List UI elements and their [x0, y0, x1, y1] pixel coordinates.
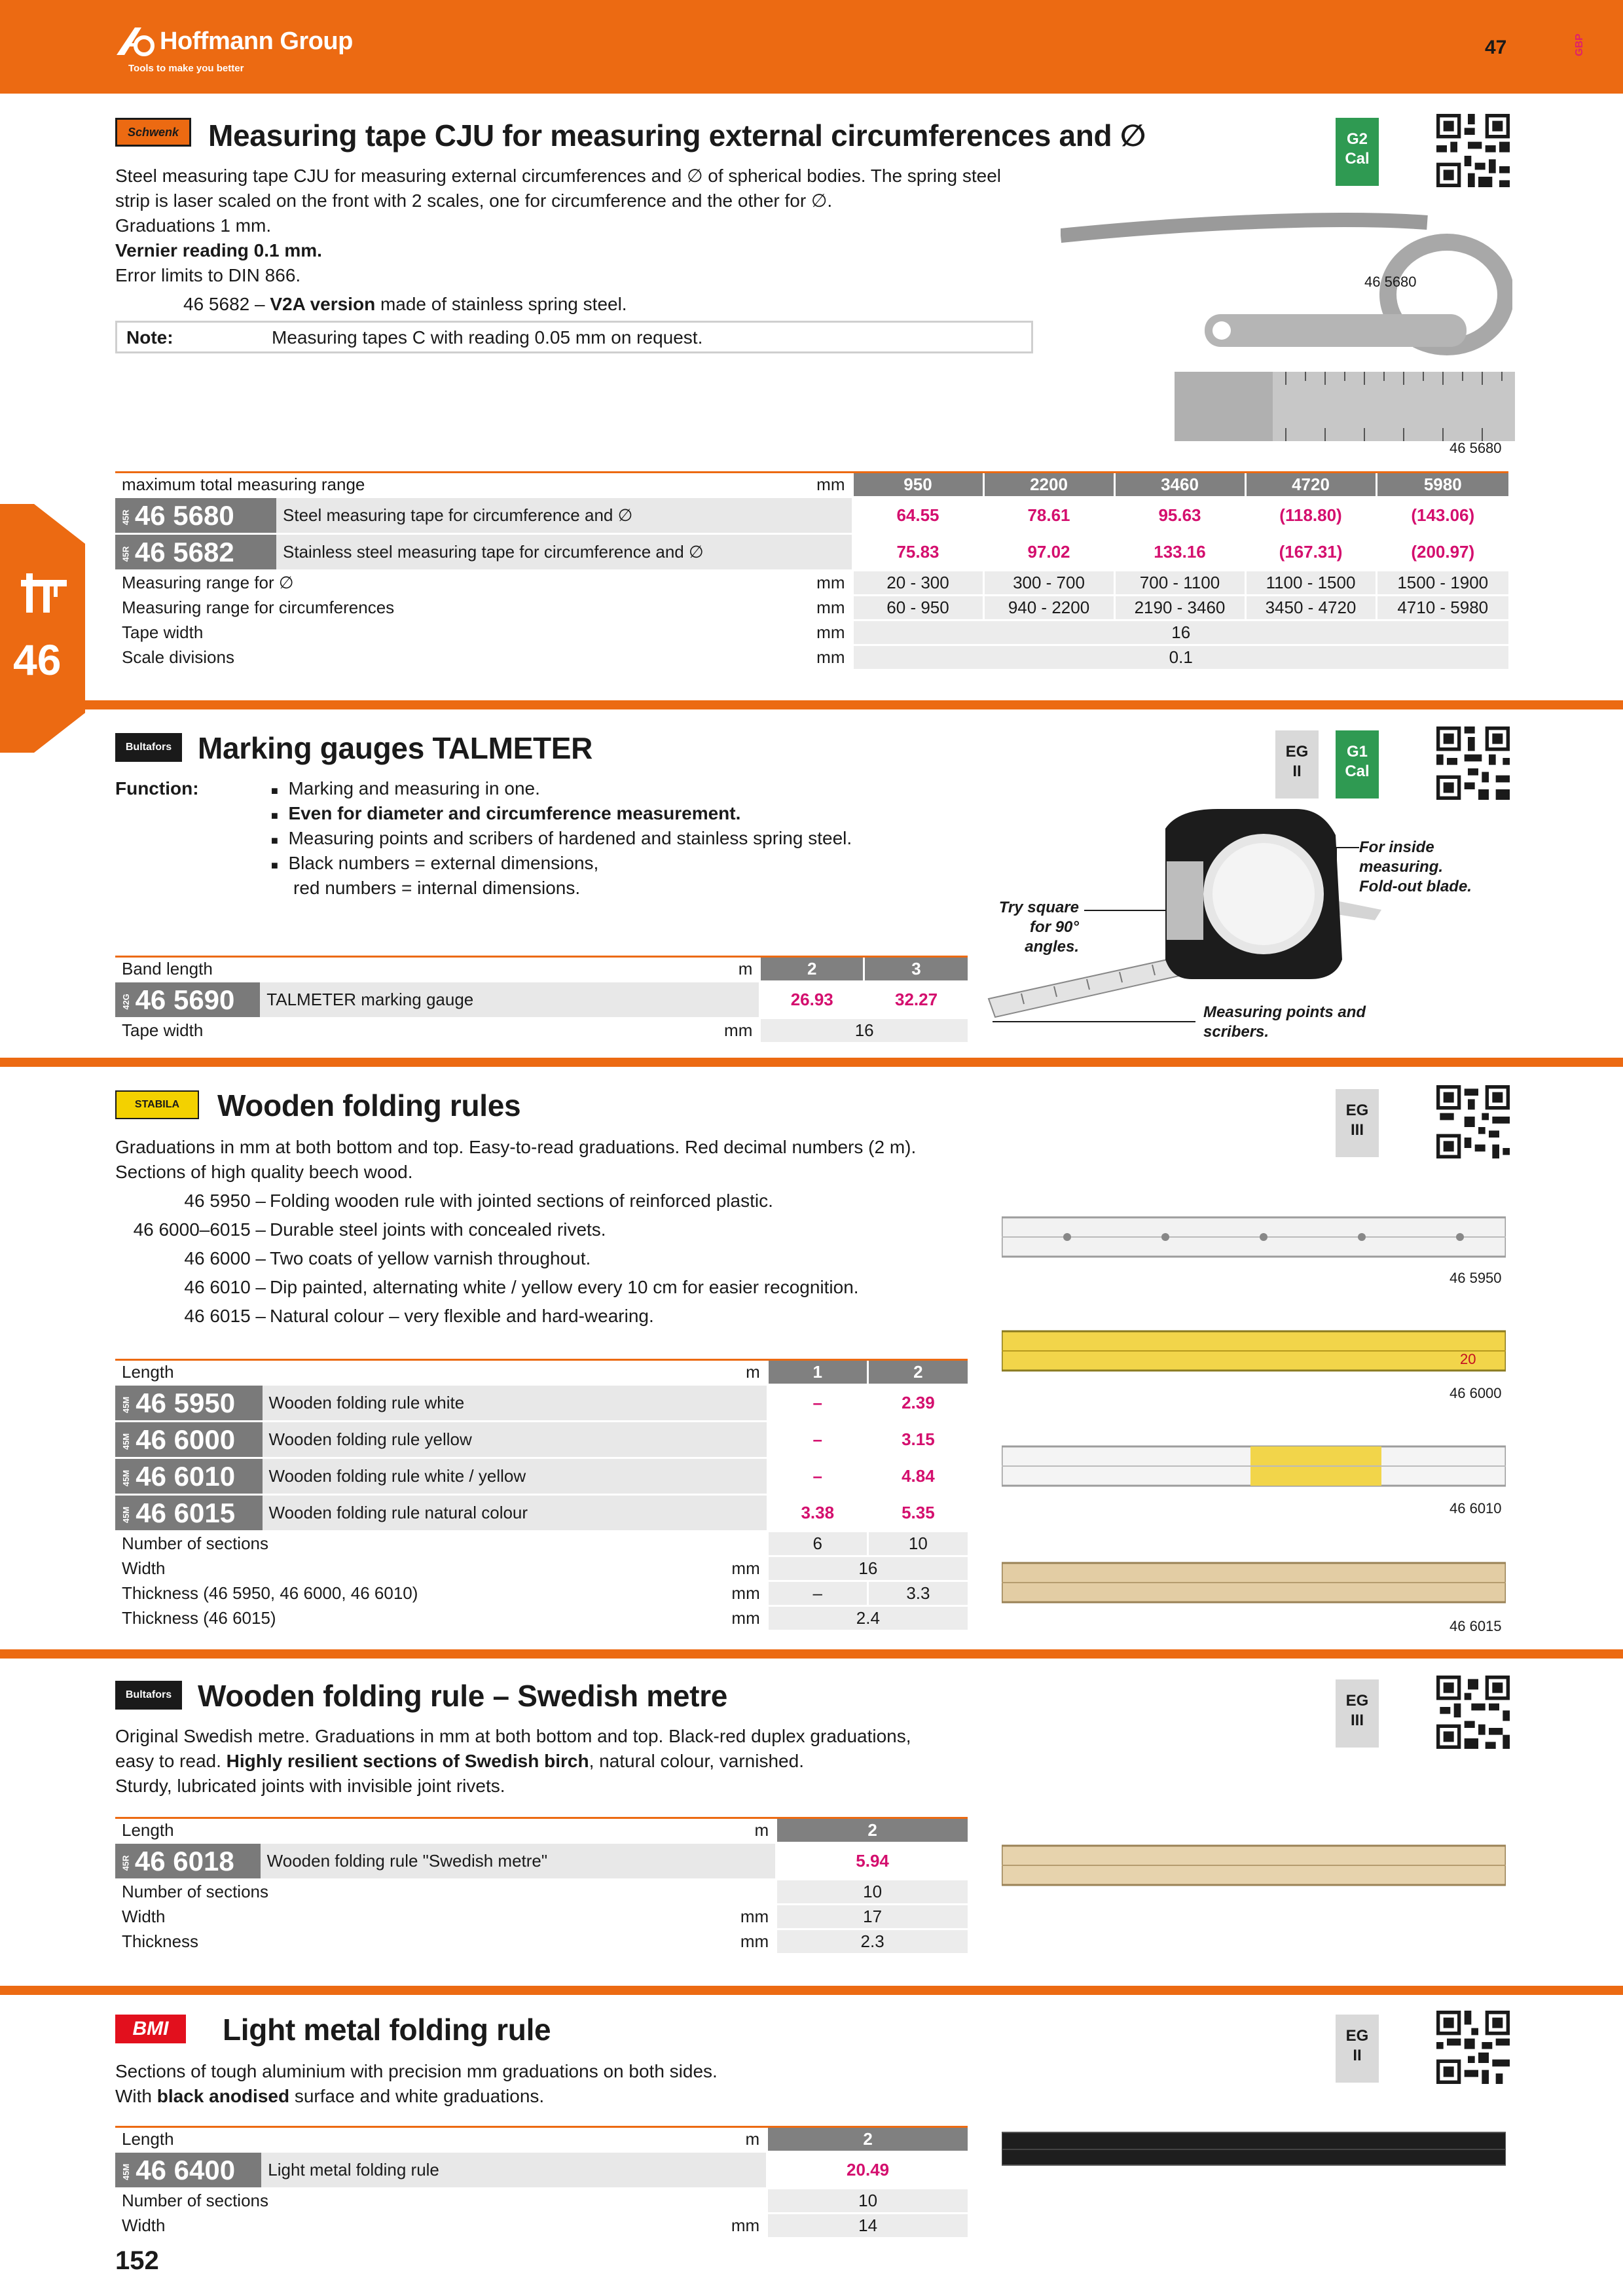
bullet-3: ■ Measuring points and scribers of hardened and stainless spring steel. — [271, 828, 852, 848]
t2-head-value: 2 — [760, 957, 864, 982]
price: 78.61 — [983, 497, 1114, 534]
img-caption: 46 6015 — [1450, 1618, 1502, 1634]
s3-item-art: 46 6000–6015 – — [133, 1219, 266, 1240]
row-value: 14 — [767, 2214, 968, 2238]
badge-eg: EG — [1345, 1692, 1369, 1710]
row-value: 10 — [867, 1532, 968, 1556]
brand-name: Hoffmann Group — [160, 27, 353, 55]
table-measuring-tape — [115, 471, 1508, 671]
swedish-metre-rule-image — [1002, 1838, 1506, 1893]
row-value: 300 - 700 — [983, 571, 1114, 596]
folding-rule-white-yellow-image — [1002, 1440, 1506, 1492]
t4-head-unit: m — [628, 1818, 776, 1843]
badge-cal: Cal — [1345, 762, 1370, 780]
table-row — [115, 1018, 968, 1043]
qr-code-icon — [1436, 2011, 1510, 2084]
section-title-swedish-metre: Wooden folding rule – Swedish metre — [198, 1679, 728, 1713]
s3-item-art: 46 6015 – — [184, 1306, 266, 1326]
t4-head-value: 2 — [776, 1818, 968, 1843]
badge-g1: G1 — [1346, 743, 1368, 761]
note-box — [115, 321, 1033, 353]
table-row — [115, 1581, 968, 1606]
badge-eg-ii — [1336, 2015, 1379, 2083]
s1-vernier: Vernier reading 0.1 mm. — [115, 240, 322, 260]
article-description: Light metal folding rule — [261, 2152, 767, 2189]
brand-logo-schwenk: Schwenk — [115, 118, 191, 147]
row-label: Thickness (46 6015) — [115, 1606, 629, 1631]
table-row — [115, 497, 1508, 534]
callout-inside-measuring — [1359, 838, 1472, 897]
t3-head-label: Length — [115, 1360, 629, 1385]
row-unit: mm — [629, 1606, 767, 1631]
s3-item-text: Dip painted, alternating white / yellow every 10 cm for easier recognition. — [270, 1277, 859, 1297]
price: (200.97) — [1376, 534, 1508, 571]
note-text: Measuring tapes C with reading 0.05 mm on request. — [272, 327, 703, 348]
leader-line — [993, 1021, 1195, 1022]
row-unit: mm — [691, 571, 852, 596]
section-separator — [0, 700, 1623, 709]
leader-line — [1084, 910, 1165, 911]
badge-eg-iii — [1336, 1089, 1379, 1157]
price: (143.06) — [1376, 497, 1508, 534]
region-label: GBP — [1574, 33, 1585, 56]
row-label: Width — [115, 2214, 621, 2238]
row-label: Thickness (46 5950, 46 6000, 46 6010) — [115, 1581, 629, 1606]
price: 64.55 — [852, 497, 983, 534]
folding-rule-yellow-image — [1002, 1325, 1506, 1377]
s3-desc-line-2: Sections of high quality beech wood. — [115, 1162, 413, 1182]
section-title-marking-gauges: Marking gauges TALMETER — [198, 731, 593, 765]
row-value: 3450 - 4720 — [1245, 596, 1376, 620]
badge-eg-ii — [1275, 730, 1319, 798]
table-row — [115, 596, 1508, 620]
callout-try-square — [977, 898, 1079, 957]
article-description: TALMETER marking gauge — [260, 982, 760, 1018]
row-label: Width — [115, 1905, 628, 1929]
caliper-icon — [17, 571, 73, 623]
article-description: Wooden folding rule natural colour — [263, 1495, 768, 1532]
measuring-tape-image — [1061, 209, 1512, 360]
table-row — [115, 645, 1508, 670]
table-row — [115, 1556, 968, 1581]
row-value: 6 — [767, 1532, 867, 1556]
article-number: 45M 46 6015 — [115, 1495, 263, 1532]
s3-item-art: 46 6000 – — [184, 1248, 266, 1268]
badge-eg: EG — [1345, 2027, 1369, 2045]
row-value: 0.1 — [852, 645, 1508, 670]
price: 4.84 — [867, 1458, 968, 1495]
price: (167.31) — [1245, 534, 1376, 571]
article-number: 45M 46 6000 — [115, 1422, 263, 1458]
row-label: Scale divisions — [115, 645, 691, 670]
callout-line: measuring. — [1359, 858, 1444, 876]
s3-item-text: Durable steel joints with concealed rivets. — [270, 1219, 606, 1240]
tape-scale-detail-image — [1175, 372, 1515, 441]
table-row — [115, 1422, 968, 1458]
badge-g2: G2 — [1346, 130, 1368, 148]
t1-head-value: 4720 — [1245, 473, 1376, 497]
row-value: 20 - 300 — [852, 571, 983, 596]
page-number-top: 47 — [1485, 37, 1507, 58]
row-label: Measuring range for ∅ — [115, 571, 691, 596]
row-unit — [621, 2189, 767, 2214]
section-title-wooden-folding-rules: Wooden folding rules — [217, 1088, 521, 1122]
chapter-number: 46 — [13, 636, 62, 684]
qr-code-icon — [1436, 726, 1510, 800]
t2-head-unit: m — [614, 957, 760, 982]
s3-desc-line-1: Graduations in mm at both bottom and top. Easy-to-read graduations. Red decimal numbers (2 m). — [115, 1137, 917, 1157]
table-row — [115, 982, 968, 1018]
s1-v2a-rest: made of stainless spring steel. — [380, 294, 627, 314]
badge-g2-cal — [1336, 118, 1379, 186]
row-unit: mm — [614, 1018, 760, 1043]
page-number-bottom: 152 — [115, 2246, 159, 2275]
article-description: Stainless steel measuring tape for circumference and ∅ — [276, 534, 852, 571]
row-value: 2.4 — [767, 1606, 968, 1631]
s1-v2a-line — [183, 292, 627, 317]
s3-item-art: 46 6010 – — [184, 1277, 266, 1297]
row-unit: mm — [691, 596, 852, 620]
badge-eg: EG — [1285, 743, 1309, 761]
table-row — [115, 1385, 968, 1422]
leader-line — [1336, 847, 1359, 848]
t3-head-value: 2 — [867, 1360, 968, 1385]
img-caption: 46 6000 — [1450, 1385, 1502, 1401]
article-number: 45M 46 5950 — [115, 1385, 263, 1422]
row-label: Thickness — [115, 1929, 628, 1954]
brand-tagline: Tools to make you better — [128, 63, 244, 74]
section-separator — [0, 1986, 1623, 1995]
img-caption-465680-b: 46 5680 — [1450, 440, 1502, 456]
s4-desc-line-2: easy to read. Highly resilient sections of Swedish birch, natural colour, varnished. — [115, 1751, 804, 1771]
qr-code-icon — [1436, 114, 1510, 187]
t4-head-label: Length — [115, 1818, 628, 1843]
price: 20.49 — [767, 2152, 968, 2189]
article-description: Wooden folding rule white / yellow — [263, 1458, 768, 1495]
callout-line: Try square — [998, 899, 1079, 916]
row-label: Number of sections — [115, 1880, 628, 1905]
s3-item-text: Natural colour – very flexible and hard-wearing. — [270, 1306, 654, 1326]
t1-head-value: 3460 — [1114, 473, 1245, 497]
price: 95.63 — [1114, 497, 1245, 534]
row-value: 700 - 1100 — [1114, 571, 1245, 596]
hoffmann-logo-icon — [115, 25, 156, 58]
s3-item-text: Folding wooden rule with jointed sections of reinforced plastic. — [270, 1191, 773, 1211]
s5-desc-line-2: With black anodised surface and white graduations. — [115, 2086, 545, 2106]
row-value: 60 - 950 — [852, 596, 983, 620]
row-label: Number of sections — [115, 1532, 629, 1556]
badge-g1-cal — [1336, 730, 1379, 798]
table-row — [115, 1606, 968, 1631]
row-unit: mm — [629, 1556, 767, 1581]
chapter-tab — [0, 504, 85, 753]
row-value: 16 — [767, 1556, 968, 1581]
t1-head-value: 5980 — [1376, 473, 1508, 497]
brand-logo-stabila: STABILA — [115, 1090, 199, 1119]
qr-code-icon — [1436, 1676, 1510, 1749]
table-row — [115, 620, 1508, 645]
row-value: 1100 - 1500 — [1245, 571, 1376, 596]
row-value: 1500 - 1900 — [1376, 571, 1508, 596]
badge-eg-iii — [1336, 1679, 1379, 1748]
row-unit: mm — [628, 1905, 776, 1929]
article-description: Wooden folding rule "Swedish metre" — [261, 1843, 776, 1880]
price: 5.35 — [867, 1495, 968, 1532]
row-label: Number of sections — [115, 2189, 621, 2214]
table-row — [115, 1929, 968, 1954]
callout-line: for 90° angles. — [1025, 918, 1079, 956]
qr-code-icon — [1436, 1085, 1510, 1158]
s4-desc-line-1: Original Swedish metre. Graduations in mm at both bottom and top. Black-red duplex graduations, — [115, 1726, 911, 1746]
callout-line: For inside — [1359, 838, 1434, 856]
s1-v2a-art: 46 5682 – — [183, 294, 265, 314]
price: 3.38 — [767, 1495, 867, 1532]
t2-head-value: 3 — [864, 957, 968, 982]
table-row — [115, 1495, 968, 1532]
article-number: 45R 46 6018 — [115, 1843, 261, 1880]
price: 32.27 — [864, 982, 968, 1018]
row-value: 2.3 — [776, 1929, 968, 1954]
price: 97.02 — [983, 534, 1114, 571]
article-description: Wooden folding rule white — [263, 1385, 768, 1422]
t1-head-value: 950 — [852, 473, 983, 497]
row-unit — [629, 1532, 767, 1556]
table-row — [115, 1880, 968, 1905]
article-description: Wooden folding rule yellow — [263, 1422, 768, 1458]
price: 2.39 — [867, 1385, 968, 1422]
t3-head-value: 1 — [767, 1360, 867, 1385]
price: (118.80) — [1245, 497, 1376, 534]
row-label: Measuring range for circumferences — [115, 596, 691, 620]
article-number: 45R 46 5682 — [115, 534, 276, 571]
s4-desc-line-3: Sturdy, lubricated joints with invisible joint rivets. — [115, 1776, 505, 1796]
section-separator — [0, 1649, 1623, 1659]
callout-measuring-points — [1203, 1003, 1366, 1042]
function-label: Function: — [115, 778, 199, 798]
price: 133.16 — [1114, 534, 1245, 571]
badge-eg-class: II — [1292, 762, 1302, 780]
t5-head-unit: m — [621, 2127, 767, 2152]
brand-logo-bultafors: Bultafors — [115, 1681, 182, 1710]
table-row — [115, 1458, 968, 1495]
folding-rule-natural-image — [1002, 1555, 1506, 1610]
section-title-measuring-tape: Measuring tape CJU for measuring external circumferences and ∅ — [208, 118, 1146, 152]
row-unit: mm — [629, 1581, 767, 1606]
table-row — [115, 1905, 968, 1929]
section-title-light-metal-rule: Light metal folding rule — [223, 2013, 551, 2047]
folding-rule-white-image — [1002, 1211, 1506, 1263]
brand-logo-bmi: BMI — [115, 2015, 186, 2043]
section-separator — [0, 1058, 1623, 1067]
table-row — [115, 1843, 968, 1880]
row-unit: mm — [621, 2214, 767, 2238]
article-number: 45M 46 6010 — [115, 1458, 263, 1495]
t2-head-label: Band length — [115, 957, 614, 982]
price: – — [767, 1385, 867, 1422]
article-number: 45R 46 5680 — [115, 497, 276, 534]
bullet-4-cont: red numbers = internal dimensions. — [293, 878, 581, 898]
callout-line: scribers. — [1203, 1023, 1269, 1041]
leader-line — [1336, 847, 1337, 910]
article-number: 45M 46 6400 — [115, 2152, 261, 2189]
table-swedish-metre — [115, 1817, 968, 1955]
badge-eg: EG — [1345, 1102, 1369, 1119]
price: 26.93 — [760, 982, 864, 1018]
badge-eg-class: III — [1350, 1121, 1364, 1139]
s1-desc-line-1: Steel measuring tape CJU for measuring external circumferences and ∅ of spherical bodies. The spring steel — [115, 166, 1001, 186]
s1-desc-line-2: strip is laser scaled on the front with 2 scales, one for circumference and the other for ∅. — [115, 190, 833, 211]
t1-head-unit: mm — [691, 473, 852, 497]
table-row — [115, 2189, 968, 2214]
callout-line: Fold-out blade. — [1359, 878, 1472, 895]
row-value: 16 — [852, 620, 1508, 645]
badge-eg-class: II — [1353, 2047, 1362, 2064]
price: – — [767, 1422, 867, 1458]
img-caption-465680-a: 46 5680 — [1364, 274, 1417, 290]
table-row — [115, 534, 1508, 571]
table-light-metal-rule — [115, 2126, 968, 2239]
s1-v2a-bold: V2A version — [270, 294, 376, 314]
t1-head-label: maximum total measuring range — [115, 473, 691, 497]
row-value: 10 — [776, 1880, 968, 1905]
s1-error-limits: Error limits to DIN 866. — [115, 265, 301, 285]
row-value: 16 — [760, 1018, 968, 1043]
price: – — [767, 1458, 867, 1495]
brand-logo-bultafors: Bultafors — [115, 733, 182, 762]
table-row — [115, 2214, 968, 2238]
price: 5.94 — [776, 1843, 968, 1880]
row-value: 4710 - 5980 — [1376, 596, 1508, 620]
img-caption: 46 5950 — [1450, 1270, 1502, 1286]
bullet-1: ■ Marking and measuring in one. — [271, 778, 540, 798]
badge-cal: Cal — [1345, 150, 1370, 168]
svg-text:20: 20 — [1460, 1351, 1476, 1367]
row-value: 2190 - 3460 — [1114, 596, 1245, 620]
s3-item-art: 46 5950 – — [184, 1191, 266, 1211]
price: 3.15 — [867, 1422, 968, 1458]
table-talmeter — [115, 956, 968, 1044]
article-number: 42G 46 5690 — [115, 982, 260, 1018]
t5-head-value: 2 — [767, 2127, 968, 2152]
light-metal-rule-image — [1002, 2130, 1506, 2169]
t3-head-unit: m — [629, 1360, 767, 1385]
price: 75.83 — [852, 534, 983, 571]
img-caption: 46 6010 — [1450, 1500, 1502, 1516]
s3-item-text: Two coats of yellow varnish throughout. — [270, 1248, 591, 1268]
page-header — [0, 0, 1623, 94]
t5-head-label: Length — [115, 2127, 621, 2152]
row-value: – — [767, 1581, 867, 1606]
row-label: Tape width — [115, 620, 691, 645]
row-value: 940 - 2200 — [983, 596, 1114, 620]
table-wooden-folding-rules — [115, 1359, 968, 1632]
s5-desc-line-1: Sections of tough aluminium with precision mm graduations on both sides. — [115, 2061, 718, 2081]
row-value: 17 — [776, 1905, 968, 1929]
row-label: Width — [115, 1556, 629, 1581]
table-row — [115, 1532, 968, 1556]
bullet-4: ■ Black numbers = external dimensions, — [271, 853, 599, 873]
callout-line: Measuring points and — [1203, 1003, 1366, 1021]
row-value: 10 — [767, 2189, 968, 2214]
t1-head-value: 2200 — [983, 473, 1114, 497]
table-row — [115, 571, 1508, 596]
row-unit: mm — [628, 1929, 776, 1954]
table-row — [115, 2152, 968, 2189]
row-unit — [628, 1880, 776, 1905]
row-value: 3.3 — [867, 1581, 968, 1606]
bullet-2: ■ Even for diameter and circumference measurement. — [271, 803, 741, 823]
row-unit: mm — [691, 620, 852, 645]
row-label: Tape width — [115, 1018, 614, 1043]
s1-desc-line-3: Graduations 1 mm. — [115, 215, 272, 236]
article-description: Steel measuring tape for circumference and ∅ — [276, 497, 852, 534]
badge-eg-class: III — [1350, 1712, 1364, 1729]
note-label: Note: — [126, 327, 173, 348]
row-unit: mm — [691, 645, 852, 670]
